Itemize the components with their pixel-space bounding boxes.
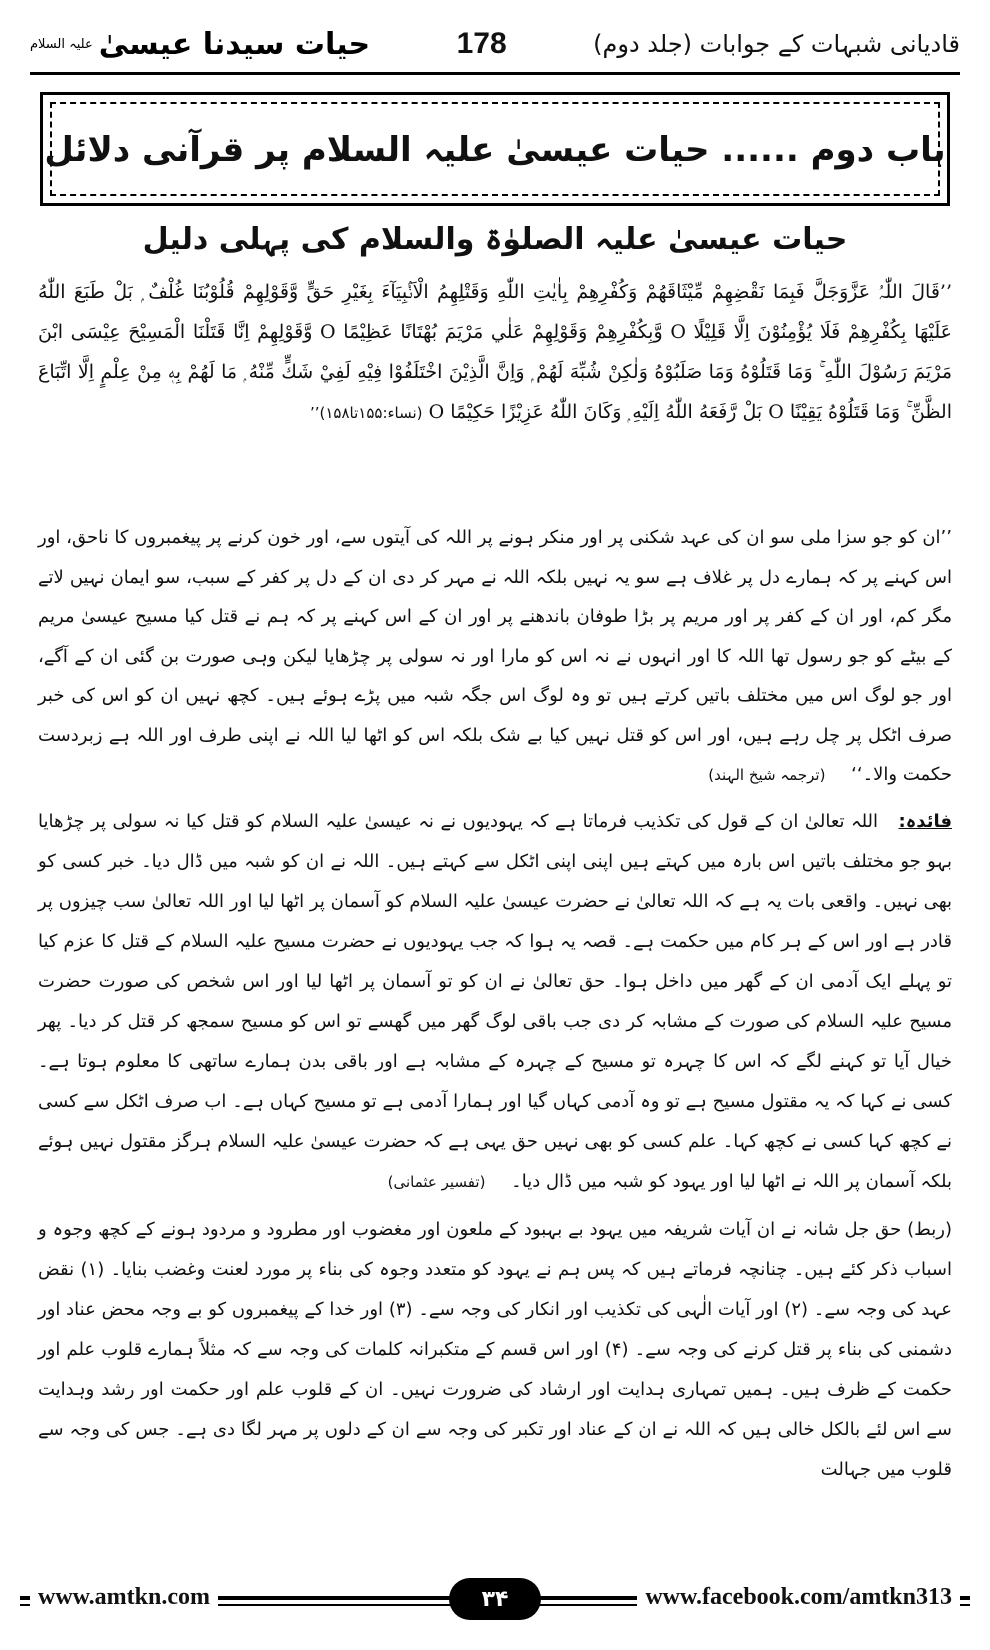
book-title (30, 27, 370, 62)
series-title: قادیانی شبہات کے جوابات (جلد دوم) (593, 30, 960, 58)
book-title-text: حیات سیدنا عیسیٰ (98, 26, 371, 62)
header-page-number: 178 (456, 27, 507, 60)
translation-credit: (ترجمہ شیخ الہند) (708, 766, 826, 784)
page-footer (20, 1578, 970, 1624)
section-heading: حیات عیسیٰ علیہ الصلوٰۃ والسلام کی پہلی دلیل (142, 222, 848, 257)
rabt-text: (ربط) حق جل شانہ نے ان آیات شریفہ میں یہود بے بہبود کے ملعون اور مغضوب اور مطرود و مردود ہونے کے کچھ وجوہ و اسباب ذکر کئے ہیں۔ چنانچہ فرماتے ہیں کہ پس ہم نے یہود کو متعدد وجوہ کی بناء پر مورد لعنت وغضب بنایا۔ (۱) نقض عہد کی وجہ سے۔ (۲) اور آیات الٰہی کی تکذیب اور انکار کی وجہ سے۔ (۳) اور خدا کے پیغمبروں کو بے وجہ محض عناد اور دشمنی کی بناء پر قتل کرنے کی وجہ سے۔ (۴) اور اس قسم کے متکبرانہ کلمات کی وجہ سے کہ مثلاً ہمارے قلوب علم اور حکمت کے ظرف ہیں۔ ہمیں تمہاری ہدایت اور ارشاد کی ضرورت نہیں۔ ان کے قلوب علم اور حکمت اور رشد وہدایت سے اس لئے بالکل خالی ہیں کہ اللہ نے ان کے عناد اور تکبر کی وجہ سے ان کے دلوں پر مہر لگا دی ہے۔ جس کی وجہ سے قلوب میں جہالت (38, 1219, 953, 1480)
header-divider (30, 72, 960, 75)
quran-text: ’’قَالَ اللّٰہُ عَزَّوَجَلَّ فَبِمَا نَقْضِهِمْ مِّيْثَاقَهُمْ وَكُفْرِهِمْ بِاٰيٰتِ اللّٰهِ وَقَتْلِهِمُ الْاَنْۢبِيَآءَ بِغَيْرِ حَقٍّ وَّقَوْلِهِمْ قُلُوْبُنَا غُلْفٌ ۭ بَلْ طَبَعَ اللّٰهُ عَلَيْهَا بِكُفْرِهِمْ فَلَا يُؤْمِنُوْنَ اِلَّا قَلِيْلًا O وَّبِكُفْرِهِمْ وَقَوْلِهِمْ عَلٰي مَرْيَمَ بُهْتَانًا عَظِيْمًا O وَّقَوْلِهِمْ اِنَّا قَتَلْنَا الْمَسِيْحَ عِيْسَى ابْنَ مَرْيَمَ رَسُوْلَ اللّٰهِ ۚ وَمَا قَتَلُوْهُ وَمَا صَلَبُوْهُ وَلٰكِنْ شُبِّهَ لَهُمْ ۭ وَاِنَّ الَّذِيْنَ اخْتَلَفُوْا فِيْهِ لَفِيْ شَكٍّ مِّنْهُ ۭ مَا لَهُمْ بِهٖ مِنْ عِلْمٍ اِلَّا اتِّبَاعَ الظَّنِّ ۚ وَمَا قَتَلُوْهُ يَقِيْنًا O بَلْ رَّفَعَهُ اللّٰهُ اِلَيْهِ ۭ وَكَانَ اللّٰهُ عَزِيْزًا حَكِيْمًا O (38, 281, 953, 423)
facebook-link[interactable]: www.facebook.com/amtkn313 (637, 1584, 960, 1611)
rabt-paragraph (38, 1210, 952, 1490)
translation-paragraph (38, 518, 952, 796)
translation-text: ’’ان کو جو سزا ملی سو ان کی عہد شکنی پر اور منکر ہونے پر اللہ کی آیتوں سے، اور خون کرنے پر پیغمبروں کا ناحق، اور اس کہنے پر کہ ہمارے دل پر غلاف ہے سو یہ نہیں بلکہ اللہ نے مہر کر دی ان کے دل پر کفر کے سبب، سو ایمان نہیں لاتے مگر کم، اور ان کے کفر پر اور مریم پر بڑا طوفان باندھنے پر اور ان کے اس کہنے پر کہ ہم نے قتل کیا مسیح عیسیٰ مریم کے بیٹے کو جو رسول تھا اللہ کا اور انہوں نے نہ اس کو مارا اور نہ سولی پر چڑھایا لیکن وہی صورت بن گئی ان کے آگے، اور جو لوگ اس میں مختلف باتیں کرتے ہیں تو وہ لوگ اس جگہ شبہ میں پڑے ہوئے ہیں۔ کچھ نہیں ان کو اس کی خبر صرف اٹکل پر چل رہے ہیں، اور اس کو قتل نہیں کیا بے شک بلکہ اس کو اٹھا لیا اللہ نے اپنی طرف اور اللہ ہے زبردست حکمت والا۔‘‘ (38, 527, 952, 785)
faida-text: اللہ تعالیٰ ان کے قول کی تکذیب فرماتا ہے کہ یہودیوں نے نہ عیسیٰ علیہ السلام کو قتل کیا نہ سولی پر چڑھایا بہو جو مختلف باتیں اس بارہ میں کہتے ہیں اپنی اپنی اٹکل سے کہتے ہیں۔ اللہ نے ان کو شبہ میں ڈال دیا۔ خبر کسی کو بھی نہیں۔ واقعی بات یہ ہے کہ اللہ تعالیٰ نے حضرت عیسیٰ علیہ السلام کو آسمان پر اٹھا لیا اور اللہ تعالیٰ سب چیزوں پر قادر ہے اور اس کے ہر کام میں حکمت ہے۔ قصہ یہ ہوا کہ جب یہودیوں نے حضرت مسیح علیہ السلام کے قتل کا عزم کیا تو پہلے ایک آدمی ان کے گھر میں داخل ہوا۔ حق تعالیٰ نے ان کو تو آسمان پر اٹھا لیا اور اس شخص کی صورت حضرت مسیح علیہ السلام کی صورت کے مشابہ کر دی جب باقی لوگ گھر میں گھسے تو اس کو مسیح سمجھ کر قتل کر دیا۔ پھر خیال آیا تو کہنے لگے کہ اس کا چہرہ تو مسیح کے چہرہ کے مشابہ ہے اور باقی بدن ہمارے ساتھی کا معلوم ہوتا ہے۔ کسی نے کہا کہ یہ مقتول مسیح ہے تو وہ آدمی کہاں گیا اور ہمارا آدمی ہے تو مسیح کہاں ہے۔ اب صرف اٹکل سے کسی نے کچھ کہا کسی نے کچھ کہا۔ علم کسی کو بھی نہیں حق یہی ہے کہ حضرت عیسیٰ علیہ السلام ہرگز مقتول نہیں ہوئے بلکہ آسمان پر اللہ نے اٹھا لیا اور یہود کو شبہ میں ڈال دیا۔ (38, 811, 952, 1192)
chapter-title: باب دوم ...... حیات عیسیٰ علیہ السلام پر قرآنی دلائل (44, 129, 946, 170)
page-header (30, 18, 960, 70)
chapter-title-box (40, 92, 950, 206)
footer-page-marker: ۳۴ (449, 1578, 541, 1620)
faida-paragraph (38, 802, 952, 1202)
quran-reference: (نساء:۱۵۵تا۱۵۸)’’ (309, 404, 423, 422)
tafsir-credit: (تفسیر عثمانی) (387, 1173, 486, 1191)
book-honorific: علیہ السلام (30, 36, 93, 52)
faida-label: فائدہ: (898, 811, 952, 832)
chapter-title-inner-border (44, 102, 946, 196)
website-link[interactable]: www.amtkn.com (30, 1584, 218, 1611)
quran-verses (38, 272, 952, 433)
